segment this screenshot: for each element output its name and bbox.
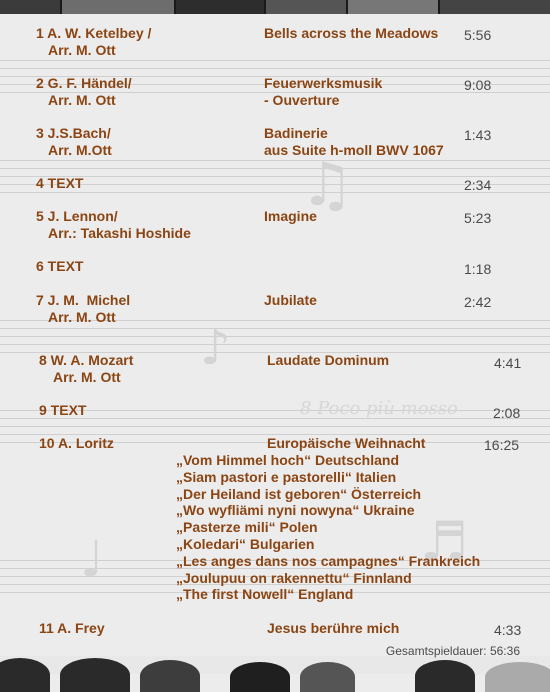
photo-fragment (140, 660, 200, 692)
composer: 5 J. Lennon/ (36, 208, 118, 224)
medley-list (176, 452, 480, 603)
medley-item: „Joulupuu on rakennettu“ Finnland (176, 569, 412, 586)
track-3-title (264, 125, 444, 159)
photo-fragment (230, 662, 290, 692)
track-1-title: Bells across the Meadows (264, 25, 439, 41)
photo-fragment (0, 658, 50, 692)
photo-fragment (176, 0, 264, 14)
track-4-duration: 2:34 (464, 177, 492, 193)
sheet-music-marking: 8 Poco più mosso (300, 398, 458, 419)
medley-item: „Vom Himmel hoch“ Deutschland (176, 452, 399, 468)
track-7-composer (36, 292, 130, 326)
arranger: Arr. M.Ott (48, 142, 112, 158)
track-2-duration: 9:08 (464, 77, 492, 93)
arranger: Arr.: Takashi Hoshide (48, 225, 191, 241)
title: Feuerwerksmusik (264, 75, 383, 91)
composer: 7 J. M. Michel (36, 292, 131, 308)
medley-item: „Pasterze mili“ Polen (176, 519, 318, 536)
arranger: Arr. M. Ott (53, 369, 121, 385)
top-photo-strip (0, 0, 550, 14)
track-11-composer: 11 A. Frey (39, 620, 105, 636)
track-3-composer (36, 125, 112, 159)
photo-fragment (415, 660, 475, 692)
track-9-composer: 9 TEXT (39, 402, 87, 418)
bottom-photo-strip (0, 656, 550, 674)
track-6-composer: 6 TEXT (36, 258, 84, 274)
track-10-duration: 16:25 (484, 437, 520, 453)
track-4-composer: 4 TEXT (36, 175, 84, 191)
track-6-duration: 1:18 (464, 261, 492, 277)
composer: 1 A. W. Ketelbey / (36, 25, 152, 41)
music-note-icon: ♩ (80, 530, 104, 588)
track-2-title (264, 75, 382, 109)
track-7-title: Jubilate (264, 292, 317, 308)
track-5-title: Imagine (264, 208, 317, 224)
track-5-composer (36, 208, 191, 242)
photo-fragment (0, 0, 60, 14)
composer: 3 J.S.Bach/ (36, 125, 111, 141)
photo-fragment (300, 662, 355, 692)
track-8-composer (39, 352, 133, 386)
arranger: Arr. M. Ott (48, 42, 116, 58)
music-note-icon: ♬ (420, 510, 469, 573)
subtitle: - Ouverture (264, 92, 340, 108)
track-11-duration: 4:33 (494, 622, 522, 638)
track-8-title: Laudate Dominum (267, 352, 390, 368)
track-5-duration: 5:23 (464, 210, 492, 226)
photo-fragment (440, 0, 550, 14)
track-2-composer (36, 75, 132, 109)
medley-item: „Les anges dans nos campagnes“ Frankreich (176, 552, 481, 569)
track-9-duration: 2:08 (493, 405, 521, 421)
medley-item: „Wo wyfliämi nyni nowyna“ Ukraine (176, 502, 415, 519)
photo-fragment (60, 658, 130, 692)
photo-fragment (485, 662, 550, 692)
medley-item: „Siam pastori e pastorelli“ Italien (176, 468, 397, 485)
track-3-duration: 1:43 (464, 127, 492, 143)
total-duration: Gesamtspieldauer: 56:36 (385, 644, 520, 658)
track-1-duration: 5:56 (464, 27, 492, 43)
composer: 8 W. A. Mozart (39, 352, 134, 368)
music-note-icon: ♫ (300, 150, 354, 220)
track-8-duration: 4:41 (494, 355, 522, 371)
arranger: Arr. M. Ott (48, 92, 116, 108)
photo-fragment (62, 0, 174, 14)
track-10-composer: 10 A. Loritz (39, 435, 114, 451)
track-7-duration: 2:42 (464, 294, 492, 310)
title: Badinerie (264, 125, 328, 141)
track-10-title: Europäische Weihnacht (267, 435, 426, 451)
medley-item: „Koledari“ Bulgarien (176, 535, 315, 552)
medley-item: „The first Nowell“ England (176, 586, 354, 603)
track-1-composer (36, 25, 151, 59)
photo-fragment (266, 0, 346, 14)
track-11-title: Jesus berühre mich (267, 620, 400, 636)
arranger: Arr. M. Ott (48, 309, 116, 325)
subtitle: aus Suite h-moll BWV 1067 (264, 142, 444, 158)
photo-fragment (348, 0, 438, 14)
music-note-icon: ♪ (200, 320, 231, 376)
medley-item: „Der Heiland ist geboren“ Österreich (176, 485, 422, 502)
composer: 2 G. F. Händel/ (36, 75, 132, 91)
